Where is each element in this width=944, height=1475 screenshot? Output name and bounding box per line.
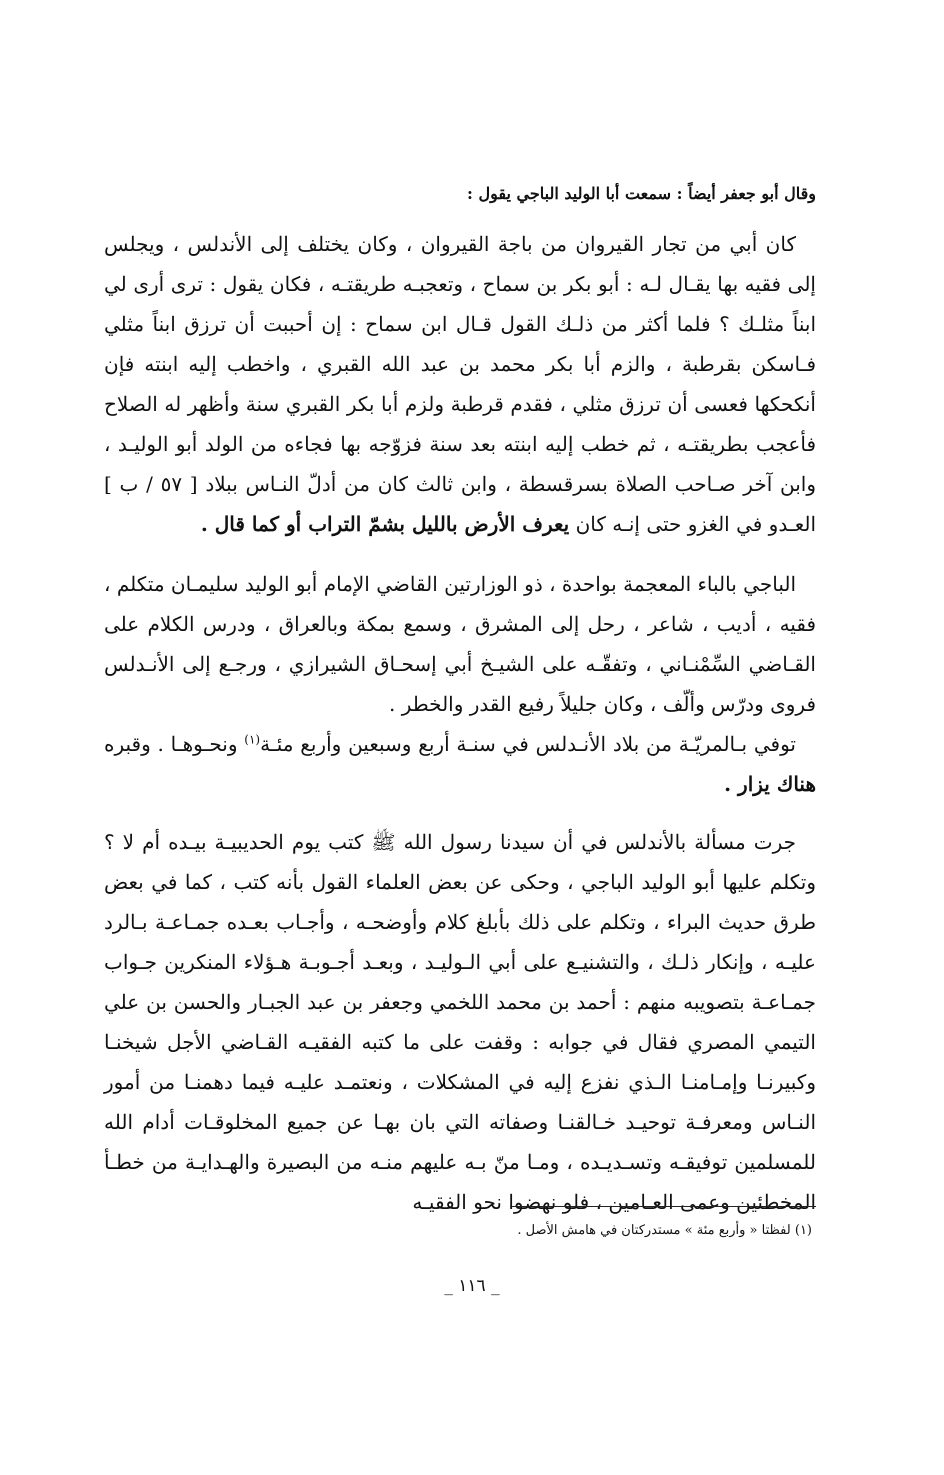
footnote-reference: (١) bbox=[244, 732, 261, 747]
main-text-block-4 bbox=[104, 822, 816, 1222]
paragraph-1-text: كان أبي من تجار القيروان من باجة القيروان ، وكان يختلف إلى الأندلس ، ويجلس إلى فقيه بها يقـال لـه : أبو بكر بن سماح ، وتعجبـه طريقتـه ، فكان يقول : ترى أرى لي ابناً مثلـك ؟ فلما أكثر من ذلـك القول قـال ابن سماح : إن أحببت أن ترزق ابناً مثلي فـاسكن بقرطبة ، والزم أبا بكر محمد بن عبد الله القبري ، واخطب إليه ابنته فإن أنكحكها فعسى أن ترزق مثلي ، فقدم قرطبة ولزم أبا بكر القبري سنة وأظهر له الصلاح فأعجب بطريقتـه ، ثم خطب إليه ابنته بعد سنة فزوّجه بها فجاءه من الولد أبو الوليـد ، وابن آخر صـاحب الصلاة بسرقسطة ، وابن ثالث كان من أدلّ النـاس ببلاد [ ٥٧ / ب ] العـدو في الغزو حتى إنـه كان bbox=[104, 232, 817, 536]
paragraph-4: جرت مسألة بالأندلس في أن سيدنا رسول الله ﷺ كتب يوم الحديبيـة بيـده أم لا ؟ وتكلم عليها أبو الوليد الباجي ، وحكى عن بعض العلماء القول بأنه كتب ، كما في بعض طرق حديث البراء ، وتكلم على ذلك بأبلغ كلام وأوضحـه ، وأجـاب بعـده جمـاعـة بـالرد عليـه ، وإنكار ذلـك ، والتشنيـع على أبي الـوليـد ، وبعـد أجـوبـة هـؤلاء المنكرين جـواب جمـاعـة بتصويبه منهم : أحمد بن محمد اللخمي وجعفر بن عبد الجبـار والحسن بن علي التيمي المصري فقال في جوابه : وقفت على ما كتبه الفقيـه القـاضي الأجل شيخنـا وكبيرنـا وإمـامنـا الـذي نفزع إليه في المشكلات ، ونعتمـد عليـه فيما دهمنـا من أمور النـاس ومعرفـة توحيـد خـالقنـا وصفاته التي بان بهـا عن جميع المخلوقـات أدام الله للمسلمين توفيقـه وتسـديـده ، ومـا منّ بـه عليهم منـه من البصيرة والهـدايـة من خطـأ المخطئين وعمى العـامين ، فلو نهضوا نحو الفقيـه bbox=[104, 830, 816, 1214]
intro-line: وقال أبو جعفر أيضاً : سمعت أبا الوليد الباجي يقول : bbox=[467, 184, 816, 203]
paragraph-1 bbox=[104, 224, 816, 544]
paragraph-1-bold-tail: يعرف الأرض بالليل بشمّ التراب أو كما قال . bbox=[200, 512, 570, 536]
paragraph-3-text-after: ونحـوهـا . وقبره bbox=[104, 732, 245, 756]
page-number: _ ١١٦ _ bbox=[444, 1276, 500, 1296]
paragraph-3-bold-tail: هناك يزار . bbox=[724, 772, 816, 796]
footnote-divider bbox=[510, 1206, 816, 1207]
main-text-block-1 bbox=[104, 224, 816, 544]
main-text-block-2 bbox=[104, 564, 816, 724]
main-text-block-3 bbox=[104, 724, 816, 804]
paragraph-3-text-before: توفي بـالمريّـة من بلاد الأنـدلس في سنـة أربع وسبعين وأربع مئـة bbox=[260, 732, 796, 756]
footnote: (١) لفظتا « وأربع مئة » مستدركتان في هامش الأصل . bbox=[517, 1223, 812, 1238]
paragraph-3 bbox=[104, 724, 816, 804]
paragraph-2: الباجي بالباء المعجمة بواحدة ، ذو الوزارتين القاضي الإمام أبو الوليد سليمـان متكلم ، فقيه ، أديب ، شاعر ، رحل إلى المشرق ، وسمع بمكة وبالعراق ، ودرس الكلام على القـاضي السِّمْنـاني ، وتفقّـه على الشيـخ أبي إسحـاق الشيرازي ، ورجـع إلى الأنـدلس فروى ودرّس وألّف ، وكان جليلاً رفيع القدر والخطر . bbox=[104, 572, 816, 716]
